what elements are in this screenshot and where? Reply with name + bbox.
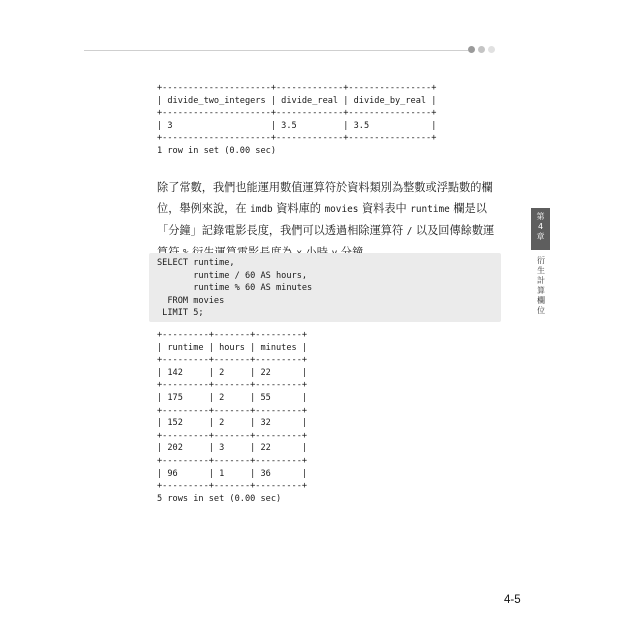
paragraph-text: 以及回傳餘數運 <box>415 224 495 237</box>
query-result-runtime <box>157 329 307 505</box>
result-table-line: +---------+-------+---------+ <box>157 481 308 492</box>
header-dot <box>468 46 475 53</box>
result-table-line: | 96 | 1 | 36 | <box>157 468 308 479</box>
result-table-line: +---------+-------+---------+ <box>157 355 308 366</box>
result-table-line: | runtime | hours | minutes | <box>157 342 308 353</box>
chapter-title-char: 計 <box>537 276 545 285</box>
header-dot <box>478 46 485 53</box>
chapter-title-char: 位 <box>537 306 545 315</box>
result-table-line: | 152 | 2 | 32 | <box>157 418 308 429</box>
result-table-line: +---------------------+-------------+----------------+ <box>157 133 437 144</box>
body-paragraph <box>157 177 502 264</box>
chapter-title-char: 衍 <box>537 256 545 265</box>
inline-code: imdb <box>250 204 273 215</box>
chapter-tab-char: 章 <box>536 232 545 241</box>
inline-code: movies <box>324 204 359 215</box>
paragraph-text: 除了常數，我們也能運用數值運算符於資料類別為整數或浮點數的欄位，舉例來說，在 <box>157 181 493 215</box>
chapter-title-char: 算 <box>537 286 545 295</box>
result-table-line: +---------+-------+---------+ <box>157 380 308 391</box>
header-rule <box>84 50 468 51</box>
chapter-tab <box>531 208 550 250</box>
header-dot <box>488 46 495 53</box>
result-table-line: | divide_two_integers | divide_real | divide_by_real | <box>157 95 437 106</box>
result-table-line: +---------------------+-------------+----------------+ <box>157 108 437 119</box>
result-table-line: | 175 | 2 | 55 | <box>157 392 308 403</box>
result-table-line: +---------+-------+---------+ <box>157 430 308 441</box>
sql-code: SELECT runtime, runtime / 60 AS hours, runtime % 60 AS minutes FROM movies LIMIT 5; <box>157 258 313 319</box>
chapter-title-char: 欄 <box>537 296 545 305</box>
chapter-title-vertical <box>535 256 547 316</box>
query-result-division <box>157 82 436 158</box>
paragraph-text: 資料表中 <box>358 202 411 215</box>
sql-code-block <box>149 253 501 322</box>
inline-code: runtime <box>410 204 450 215</box>
result-status: 1 row in set (0.00 sec) <box>157 145 276 156</box>
paragraph-text: 欄是以「分鐘」記錄電影長度，我們可以透過相除運算符 <box>157 202 487 237</box>
inline-code: / <box>406 226 413 237</box>
result-table-line: | 202 | 3 | 22 | <box>157 443 308 454</box>
chapter-title-char: 生 <box>537 266 545 275</box>
result-status: 5 rows in set (0.00 sec) <box>157 493 282 504</box>
chapter-tab-char: 第 <box>536 212 545 221</box>
header-dots <box>468 46 495 53</box>
result-table-line: +---------------------+-------------+----------------+ <box>157 83 437 93</box>
paragraph-text: 資料庫的 <box>272 202 325 215</box>
result-table-line: | 142 | 2 | 22 | <box>157 367 308 378</box>
result-table-line: | 3 | 3.5 | 3.5 | <box>157 120 437 131</box>
result-table-line: +---------+-------+---------+ <box>157 330 308 340</box>
result-table-line: +---------+-------+---------+ <box>157 455 308 466</box>
page-number: 4-5 <box>504 594 521 606</box>
result-table-line: +---------+-------+---------+ <box>157 405 308 416</box>
chapter-tab-char: 4 <box>537 222 544 231</box>
